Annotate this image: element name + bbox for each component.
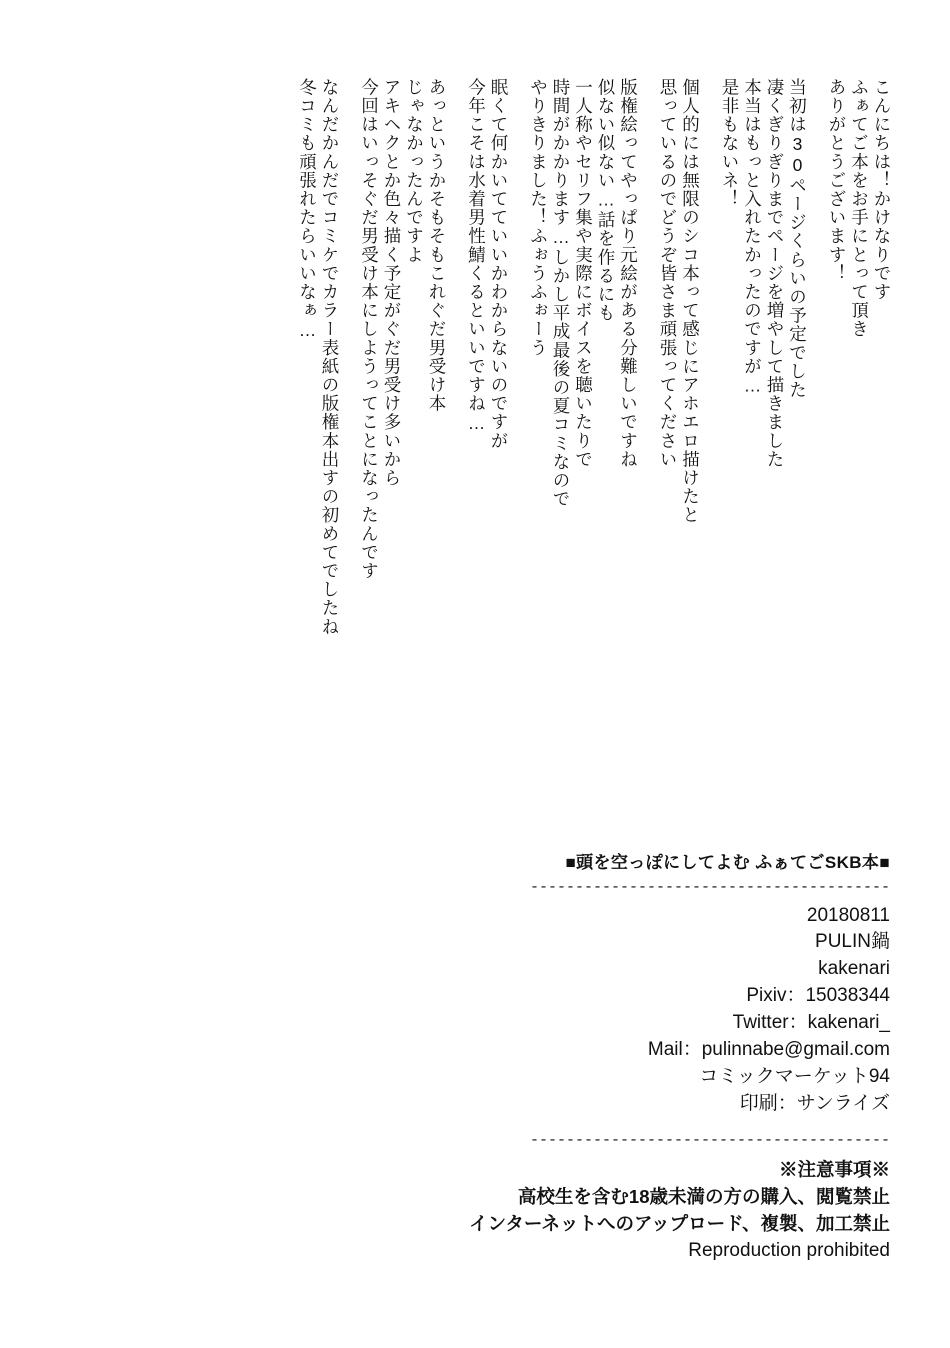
- colophon-mail: Mail：pulinnabe@gmail.com: [647, 1039, 890, 1061]
- colophon-divider: ----------------------------------------: [529, 879, 890, 896]
- notice-upload-restriction: インターネットへのアップロード、複製、加工禁止: [469, 1212, 890, 1234]
- notice-age-restriction: 高校生を含む18歳未満の方の購入、閲覧禁止: [517, 1185, 890, 1207]
- notice-details: [0, 1157, 890, 1265]
- afterword-column: 冬コミも頑張れたらいいなぁ…: [297, 78, 318, 341]
- notice-reproduction-prohibited: Reproduction prohibited: [688, 1240, 890, 1262]
- afterword-column: 一人称やセリフ集や実際にボイスを聴いたりで: [573, 78, 594, 469]
- afterword-text-block: [60, 78, 890, 808]
- afterword-column: ありがとうございます！: [827, 78, 847, 283]
- afterword-column: なんだかんだでコミケでカラー表紙の版権本出すの初めてでしたね: [320, 78, 340, 636]
- colophon-twitter: Twitter：kakenari_: [732, 1012, 890, 1034]
- afterword-column: 思っているのでどうぞ皆さま頑張ってください: [658, 78, 678, 469]
- colophon-date: 20180811: [806, 904, 890, 926]
- afterword-column: 凄くぎりぎりまでページを増やして描きました: [765, 78, 785, 469]
- notice-divider: ----------------------------------------: [529, 1132, 890, 1149]
- afterword-column: 是非もないネ！: [720, 78, 740, 209]
- colophon-circle: PULIN鍋: [815, 931, 890, 953]
- afterword-column: 時間がかかります…しかし平成最後の夏コミなので: [551, 78, 571, 509]
- notice-block: [0, 1132, 890, 1265]
- afterword-column: 本当はもっと入れたかったのですが…: [742, 78, 763, 397]
- afterword-column: やりきりました！ふぉうふぉーう: [528, 78, 549, 357]
- afterword-column: 個人的には無限のシコ本って感じにアホエロ描けたと: [680, 78, 701, 525]
- afterword-column: 当初は30ページくらいの予定でした: [787, 78, 808, 400]
- afterword-column: 版権絵ってやっぱり元絵がある分難しいですね: [618, 78, 639, 469]
- colophon-details: [0, 903, 890, 1119]
- afterword-column: 眠くて何かいてていいかわからないのですが: [489, 78, 509, 450]
- afterword-column: 今年こそは水着男性鯖くるといいですね…: [466, 78, 487, 434]
- notice-heading: ※注意事項※: [778, 1159, 890, 1180]
- afterword-column: 似ない似ない…話を作るにも: [596, 78, 616, 323]
- colophon-event: コミックマーケット94: [699, 1066, 890, 1088]
- colophon-printer: 印刷：サンライズ: [739, 1093, 890, 1115]
- afterword-column: あっというかそもそもこれぐだ男受け本: [427, 78, 447, 413]
- colophon-pixiv: Pixiv：15038344: [746, 985, 890, 1007]
- afterword-column: 今回はいっそぐだ男受け本にしようってことになったんです: [359, 78, 380, 581]
- colophon-author: kakenari: [818, 958, 890, 980]
- colophon-block: [0, 848, 890, 1118]
- afterword-column: ふぁてご本をお手にとって頂き: [849, 78, 870, 339]
- colophon-title: ■頭を空っぽにしてよむ ふぁてごSKB本■: [565, 853, 890, 872]
- afterword-column: アキヘクとか色々描く予定がぐだ男受け多いから: [382, 78, 402, 488]
- afterword-column: こんにちは！かけなりです: [872, 78, 892, 302]
- afterword-column: じゃなかったんですよ: [404, 78, 425, 264]
